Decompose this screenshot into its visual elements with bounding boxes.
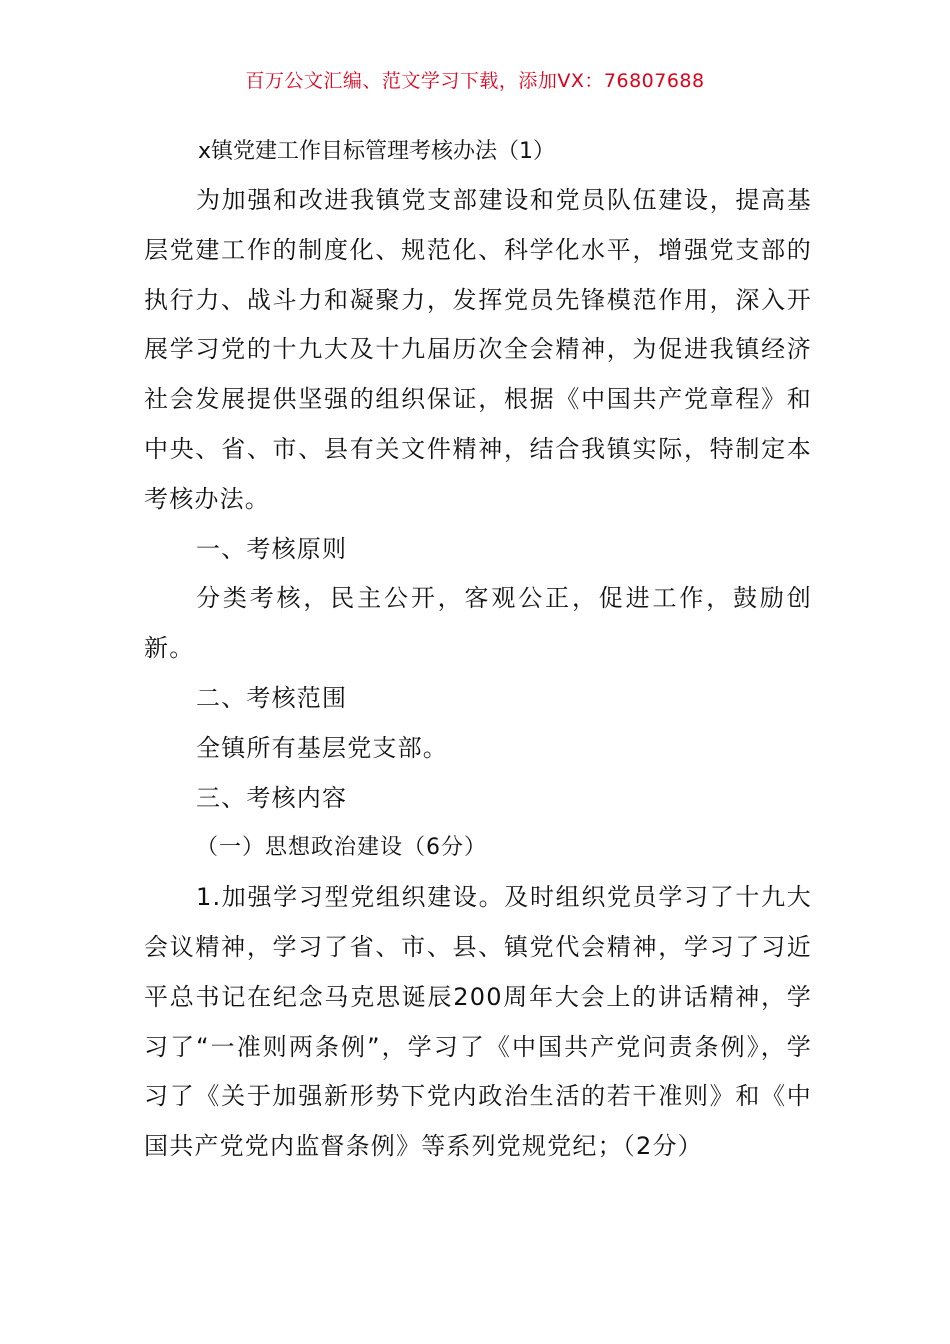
section-heading-content: 三、考核内容 — [196, 783, 348, 812]
watermark-banner: 百万公文汇编、范文学习下载，添加VX：76807688 — [245, 70, 705, 92]
section-heading-principles: 一、考核原则 — [196, 534, 348, 563]
document-title: x镇党建工作目标管理考核办法（1） — [198, 139, 556, 164]
section-text-scope: 全镇所有基层党支部。 — [196, 733, 448, 762]
subsection-heading-ideology: （一）思想政治建设（6分） — [196, 835, 487, 861]
intro-paragraph: 为加强和改进我镇党支部建设和党员队伍建设，提高基层党建工作的制度化、规范化、科学化水平，增强党支部的执行力、战斗力和凝聚力，发挥党员先锋模范作用，深入开展学习党的十九大及十九届历次全会精神，为促进我镇经济社会发展提供坚强的组织保证，根据《中国共产党章程》和中央、省、市、县有关文件精神，结合我镇实际，特制定本考核办法。 — [144, 186, 812, 513]
document-body — [144, 128, 812, 1172]
section-text-principles: 分类考核，民主公开，客观公正，促进工作，鼓励创新。 — [144, 584, 812, 663]
section-heading-scope: 二、考核范围 — [196, 683, 348, 712]
item-paragraph-1: 1.加强学习型党组织建设。及时组织党员学习了十九大会议精神，学习了省、市、县、镇党代会精神，学习了习近平总书记在纪念马克思诞辰200周年大会上的讲话精神，学习了“一准则两条例”，学习了《中国共产党问责条例》，学习了《关于加强新形势下党内政治生活的若干准则》和《中国共产党党内监督条例》等系列党规党纪；（2分） — [144, 883, 812, 1161]
